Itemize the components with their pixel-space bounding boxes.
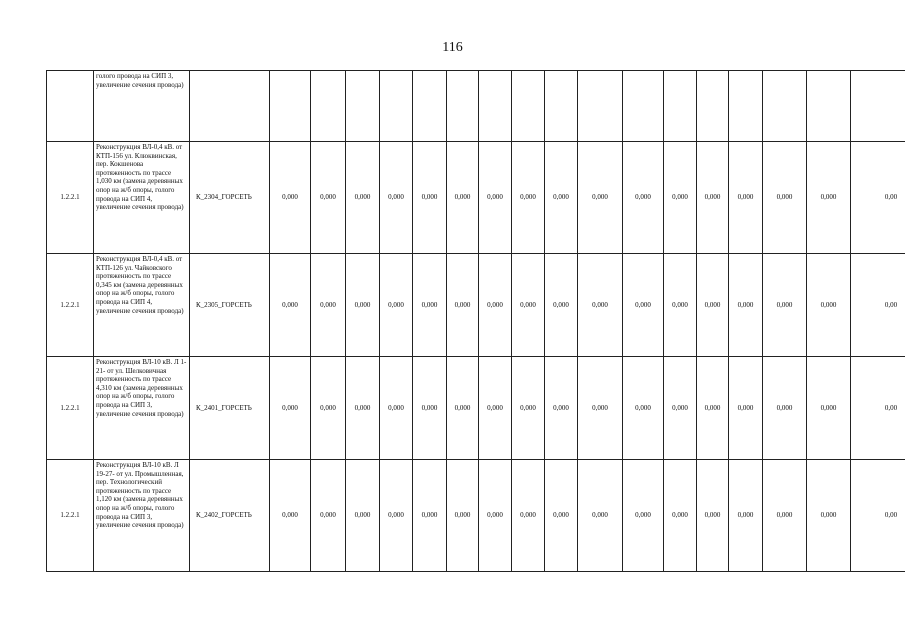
row-value-cell: 0,000 [311, 460, 346, 572]
row-value-cell: 0,000 [346, 357, 380, 460]
row-value-cell: 0,000 [512, 357, 545, 460]
row-value-cell: 0,000 [697, 254, 729, 357]
table-row [47, 254, 905, 357]
row-description-cell: Реконструкция ВЛ-0,4 кВ. от КТП-126 ул. Чайковского протяженность по трассе 0,345 км (замена деревянных опор на ж/б опоры, голого провода на СИП 4, увеличение сечения провода) [94, 254, 190, 357]
row-value-cell [413, 71, 447, 142]
row-value-cell [545, 71, 578, 142]
row-value-cell: 0,000 [479, 460, 512, 572]
row-value-cell [311, 71, 346, 142]
row-value-cell: 0,000 [807, 142, 851, 254]
row-value-cell: 0,000 [311, 142, 346, 254]
row-value-cell: 0,000 [664, 254, 697, 357]
row-index-cell: 1.2.2.1 [47, 460, 94, 572]
row-value-cell: 0,000 [413, 254, 447, 357]
row-value-cell: 0,000 [512, 142, 545, 254]
row-code-cell: К_2305_ГОРСЕТЬ [190, 254, 270, 357]
row-value-cell: 0,000 [413, 357, 447, 460]
row-code-cell: К_2304_ГОРСЕТЬ [190, 142, 270, 254]
row-value-cell: 0,000 [447, 357, 479, 460]
row-index-cell [47, 71, 94, 142]
row-value-cell: 0,000 [270, 254, 311, 357]
row-value-cell: 0,000 [311, 254, 346, 357]
row-value-cell [578, 71, 623, 142]
row-value-cell: 0,000 [479, 254, 512, 357]
row-value-cell: 0,000 [729, 460, 763, 572]
row-value-cell: 0,000 [807, 254, 851, 357]
row-index-cell: 1.2.2.1 [47, 142, 94, 254]
row-value-cell: 0,000 [346, 142, 380, 254]
row-value-cell: 0,000 [664, 460, 697, 572]
row-value-cell [479, 71, 512, 142]
row-value-cell [270, 71, 311, 142]
row-value-cell: 0,00 [851, 142, 905, 254]
row-value-cell: 0,000 [413, 460, 447, 572]
row-value-cell: 0,000 [380, 357, 413, 460]
row-value-cell: 0,000 [545, 357, 578, 460]
row-value-cell: 0,000 [578, 460, 623, 572]
row-value-cell: 0,000 [380, 460, 413, 572]
row-value-cell: 0,000 [270, 357, 311, 460]
row-value-cell: 0,000 [270, 460, 311, 572]
row-value-cell [763, 71, 807, 142]
row-value-cell: 0,000 [447, 460, 479, 572]
row-value-cell [380, 71, 413, 142]
row-value-cell: 0,000 [545, 142, 578, 254]
row-value-cell: 0,000 [479, 357, 512, 460]
row-value-cell: 0,000 [447, 254, 479, 357]
row-value-cell: 0,000 [578, 357, 623, 460]
row-code-cell: К_2402_ГОРСЕТЬ [190, 460, 270, 572]
row-description-cell: Реконструкция ВЛ-0,4 кВ. от КТП-156 ул. Клюквинская, пер. Кокшенова протяженность по трассе 1,030 км (замена деревянных опор на ж/б опоры, голого провода на СИП 4, увеличение сечения провода) [94, 142, 190, 254]
row-value-cell: 0,000 [763, 142, 807, 254]
investment-table [46, 70, 905, 572]
row-value-cell: 0,000 [763, 254, 807, 357]
row-value-cell: 0,000 [807, 460, 851, 572]
row-value-cell: 0,000 [447, 142, 479, 254]
row-value-cell: 0,000 [413, 142, 447, 254]
row-value-cell: 0,000 [346, 460, 380, 572]
row-value-cell: 0,000 [729, 254, 763, 357]
row-value-cell [346, 71, 380, 142]
row-index-cell: 1.2.2.1 [47, 254, 94, 357]
row-value-cell: 0,000 [807, 357, 851, 460]
row-value-cell: 0,000 [380, 254, 413, 357]
row-description-cell: Реконструкция ВЛ-10 кВ. Л 1-21- от ул. Шелковичная протяженность по трассе 4,310 км (замена деревянных опор на ж/б опоры, голого провода на СИП 3, увеличение сечения провода) [94, 357, 190, 460]
row-value-cell: 0,00 [851, 357, 905, 460]
row-value-cell [807, 71, 851, 142]
row-value-cell: 0,000 [697, 460, 729, 572]
row-index-cell: 1.2.2.1 [47, 357, 94, 460]
row-description-cell: Реконструкция ВЛ-10 кВ. Л 19-27- от ул. Промышленная, пер. Технологический протяженность по трассе 1,120 км (замена деревянных опор на ж/б опоры, голого провода на СИП 3, увеличение сечения провода) [94, 460, 190, 572]
row-value-cell: 0,000 [545, 254, 578, 357]
table-row [47, 71, 905, 142]
page-number: 116 [442, 40, 463, 55]
table-row [47, 357, 905, 460]
row-value-cell [729, 71, 763, 142]
row-value-cell [664, 71, 697, 142]
row-value-cell: 0,000 [697, 142, 729, 254]
row-value-cell: 0,000 [311, 357, 346, 460]
row-value-cell [697, 71, 729, 142]
row-value-cell [623, 71, 664, 142]
row-value-cell: 0,000 [346, 254, 380, 357]
row-value-cell: 0,000 [623, 460, 664, 572]
row-value-cell: 0,000 [729, 357, 763, 460]
row-value-cell: 0,000 [479, 142, 512, 254]
row-value-cell: 0,00 [851, 254, 905, 357]
row-value-cell: 0,000 [697, 357, 729, 460]
row-value-cell: 0,000 [729, 142, 763, 254]
row-value-cell: 0,000 [623, 254, 664, 357]
row-value-cell: 0,000 [380, 142, 413, 254]
row-value-cell: 0,000 [578, 142, 623, 254]
row-value-cell: 0,000 [623, 357, 664, 460]
row-value-cell: 0,000 [664, 357, 697, 460]
row-value-cell [447, 71, 479, 142]
row-value-cell: 0,000 [578, 254, 623, 357]
row-value-cell: 0,000 [545, 460, 578, 572]
row-code-cell [190, 71, 270, 142]
row-value-cell: 0,000 [512, 254, 545, 357]
table-row [47, 460, 905, 572]
row-code-cell: К_2401_ГОРСЕТЬ [190, 357, 270, 460]
row-value-cell: 0,000 [763, 357, 807, 460]
table-row [47, 142, 905, 254]
row-value-cell: 0,00 [851, 460, 905, 572]
row-value-cell: 0,000 [512, 460, 545, 572]
row-value-cell: 0,000 [623, 142, 664, 254]
row-description-cell: голого провода на СИП 3, увеличение сечения провода) [94, 71, 190, 142]
row-value-cell [512, 71, 545, 142]
row-value-cell [851, 71, 905, 142]
row-value-cell: 0,000 [270, 142, 311, 254]
row-value-cell: 0,000 [763, 460, 807, 572]
row-value-cell: 0,000 [664, 142, 697, 254]
